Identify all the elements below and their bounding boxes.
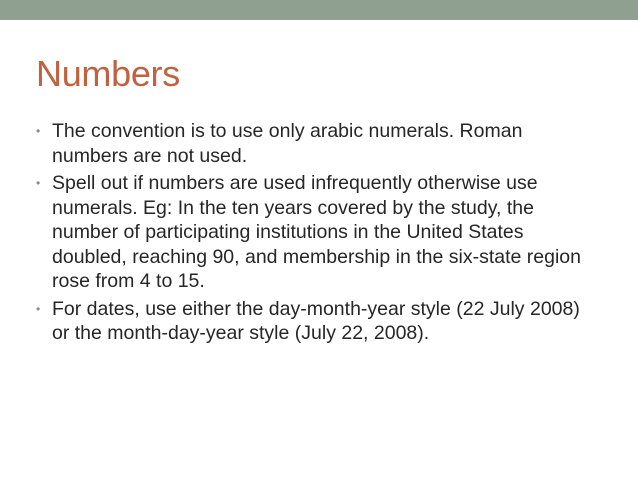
bullet-item [36, 119, 596, 168]
bullet-item [36, 171, 596, 294]
bullet-icon: • [36, 176, 41, 190]
bullet-icon: • [36, 124, 41, 138]
bullet-text: For dates, use either the day-month-year style (22 July 2008) or the month-day-year style (July 22, 2008). [52, 297, 580, 344]
bullet-list [36, 119, 596, 346]
slide-title: Numbers [36, 53, 180, 94]
bullet-text: The convention is to use only arabic numerals. Roman numbers are not used. [52, 120, 523, 167]
top-accent-bar [0, 0, 638, 20]
bullet-item [36, 297, 596, 346]
bullet-icon: • [36, 301, 41, 316]
bullet-text: Spell out if numbers are used infrequently otherwise use numerals. Eg: In the ten years covered by the study, the number of participating institutions in the United States doubled, reaching 90, and membership in the six-state region rose from 4 to 15. [52, 172, 581, 292]
